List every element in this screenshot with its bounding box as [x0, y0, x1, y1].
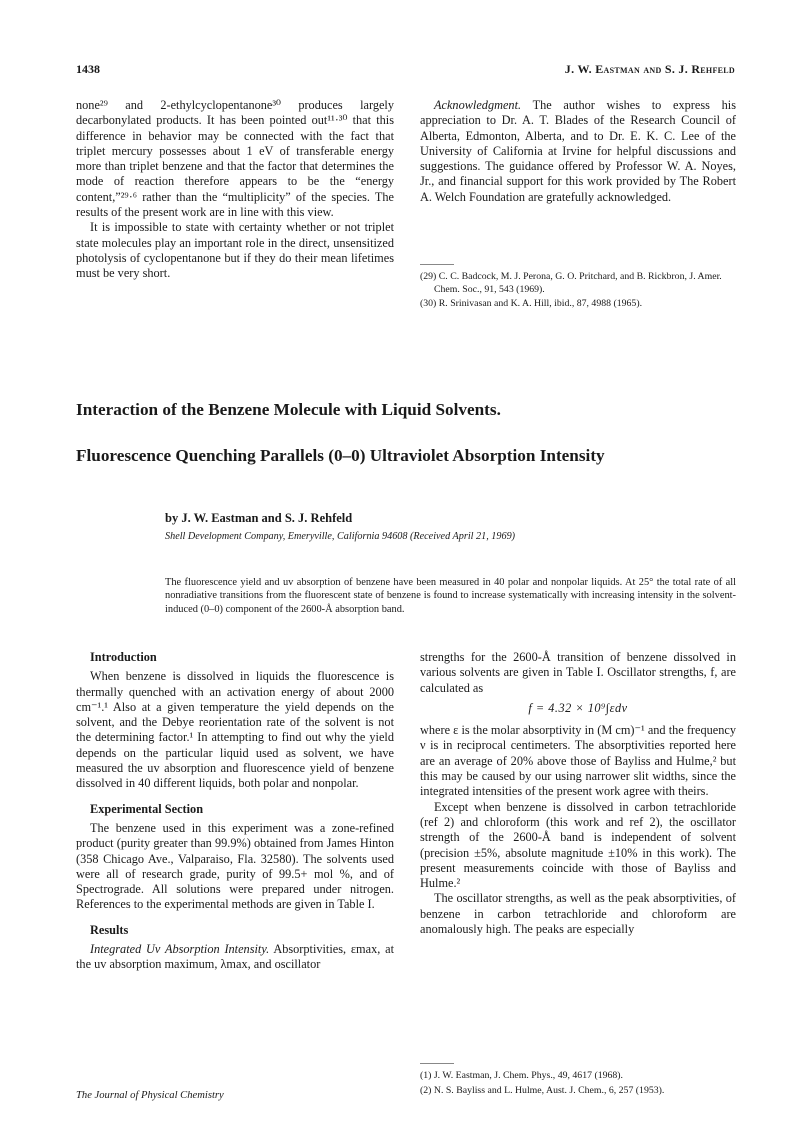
- paragraph: Except when benzene is dissolved in carbon tetrachloride (ref 2) and chloroform (this work and ref 2), the oscillator strength of the 2600-Å band is independent of solvent (precision ±5%, absolute magnitude ±10% in this work). The present measurements coincide with those of Bayliss and Hulme.²: [420, 799, 736, 891]
- acknowledgment-label: Acknowledgment.: [434, 98, 522, 112]
- reference-item: (2) N. S. Bayliss and L. Hulme, Aust. J. Chem., 6, 257 (1953).: [420, 1084, 665, 1096]
- results-heading: Results: [90, 922, 129, 937]
- running-head-authors: J. W. Eastman and S. J. Rehfeld: [564, 62, 735, 76]
- references-current-article: [420, 1070, 736, 1099]
- previous-article-conclusion: [76, 98, 394, 282]
- paragraph: where ε is the molar absorptivity in (M cm)⁻¹ and the frequency ν is in reciprocal centimeters. The absorptivities reported here are an average of 20% above those of Bayliss and Hulme,² but this may be caused by our using narrower slit widths, since the integrated intensities of the present work agree with theirs.: [420, 723, 736, 799]
- acknowledgment-text: The author wishes to express his appreciation to Dr. A. T. Blades of the Research Council of Alberta, Edmonton, Alberta, and to Dr. E. K. C. Lee of the University of California at Irvine for helpful discussions and suggestions. The guidance offered by Professor W. A. Noyes, Jr., and financial support for this work provided by The Robert A. Welch Foundation are gratefully acknowledged.: [420, 98, 736, 204]
- results-subheading: Integrated Uv Absorption Intensity.: [90, 942, 270, 957]
- acknowledgment-paragraph: [420, 98, 736, 205]
- author-affiliation: Shell Development Company, Emeryville, California 94608 (Received April 21, 1969): [165, 531, 516, 542]
- paragraph: It is impossible to state with certainty whether or not triplet state molecules play an important role in the direct, unsensitized photolysis of cyclopentanone but if they do their mean lifetimes must be very short.: [76, 220, 394, 281]
- acknowledgment-section: [420, 98, 736, 205]
- introduction-heading: Introduction: [90, 650, 157, 664]
- article-title-line-2: Fluorescence Quenching Parallels (0–0) Ultraviolet Absorption Intensity: [76, 446, 605, 465]
- article-title-line-1: Interaction of the Benzene Molecule with Liquid Solvents.: [76, 400, 501, 419]
- experimental-heading: Experimental Section: [90, 801, 204, 816]
- paragraph: none²⁹ and 2-ethylcyclopentanone³⁰ produces largely decarbonylated products. It has been pointed out¹¹·³⁰ that this difference in behavior may be connected with the fact that triplet mercury possesses about 1 eV of transferable energy more than triplet benzene and that the factor that determines the mode of reaction therefore appears to be the “energy content,”²⁹·⁶ rather than the “multiplicity” of the species. The results of the present work are in line with this view.: [76, 98, 394, 220]
- introduction-paragraph: When benzene is dissolved in liquids the fluorescence is thermally quenched with an activation energy of about 2000 cm⁻¹.¹ Also at a given temperature the yield depends on the solvent, and the Debye reorientation rate of the solvent is not the determining factor.¹ In attempting to find out why the yield depends on the particular liquid used as solvent, we have measured the uv absorption and fluorescence yield of benzene dissolved in 40 different liquids, both polar and nonpolar.: [76, 669, 394, 791]
- journal-footer: The Journal of Physical Chemistry: [76, 1090, 224, 1101]
- abstract: The fluorescence yield and uv absorption of benzene have been measured in 40 polar and nonpolar liquids. At 25° the total rate of all nonradiative transitions from the fluorescent state of benzene is found to increase systematically with increasing intensity in the solvent-induced (0–0) component of the 2600-Å absorption band.: [165, 577, 736, 615]
- references-previous-article: [420, 271, 736, 313]
- reference-item: (30) R. Srinivasan and K. A. Hill, ibid., 87, 4988 (1965).: [420, 298, 643, 309]
- right-column: [420, 650, 736, 937]
- results-text: Absorptivities, εmax, at the uv absorption maximum, λmax, and oscillator: [76, 942, 394, 972]
- footnote-rule: [420, 1063, 454, 1064]
- oscillator-strength-equation: f = 4.32 × 10⁹∫εdν: [528, 700, 628, 715]
- paragraph: The oscillator strengths, as well as the peak absorptivities, of benzene in carbon tetrachloride and chloroform are anomalously high. The peaks are especially: [420, 891, 736, 937]
- page-number: 1438: [76, 62, 100, 76]
- reference-item: (1) J. W. Eastman, J. Chem. Phys., 49, 4617 (1968).: [420, 1070, 624, 1081]
- paragraph: strengths for the 2600-Å transition of benzene dissolved in various solvents are given in Table I. Oscillator strengths, f, are calculated as: [420, 650, 736, 695]
- experimental-paragraph: The benzene used in this experiment was a zone-refined product (purity greater than 99.9%) obtained from James Hinton (358 Chicago Ave., Valparaiso, Fla. 32580). The solvents used were all of research grade, purity of 99.5+ mol %, and of Spectrograde. All solutions were prepared under nitrogen. References to the experimental methods are given in Table I.: [76, 820, 394, 912]
- footnote-rule: [420, 264, 454, 265]
- results-paragraph: [76, 942, 394, 973]
- reference-item: (29) C. C. Badcock, M. J. Perona, G. O. Pritchard, and B. Rickbron, J. Amer. Chem. Soc., 91, 543 (1969).: [420, 271, 722, 295]
- running-head: [76, 62, 735, 78]
- author-byline: by J. W. Eastman and S. J. Rehfeld: [165, 511, 353, 525]
- left-column: [76, 650, 394, 973]
